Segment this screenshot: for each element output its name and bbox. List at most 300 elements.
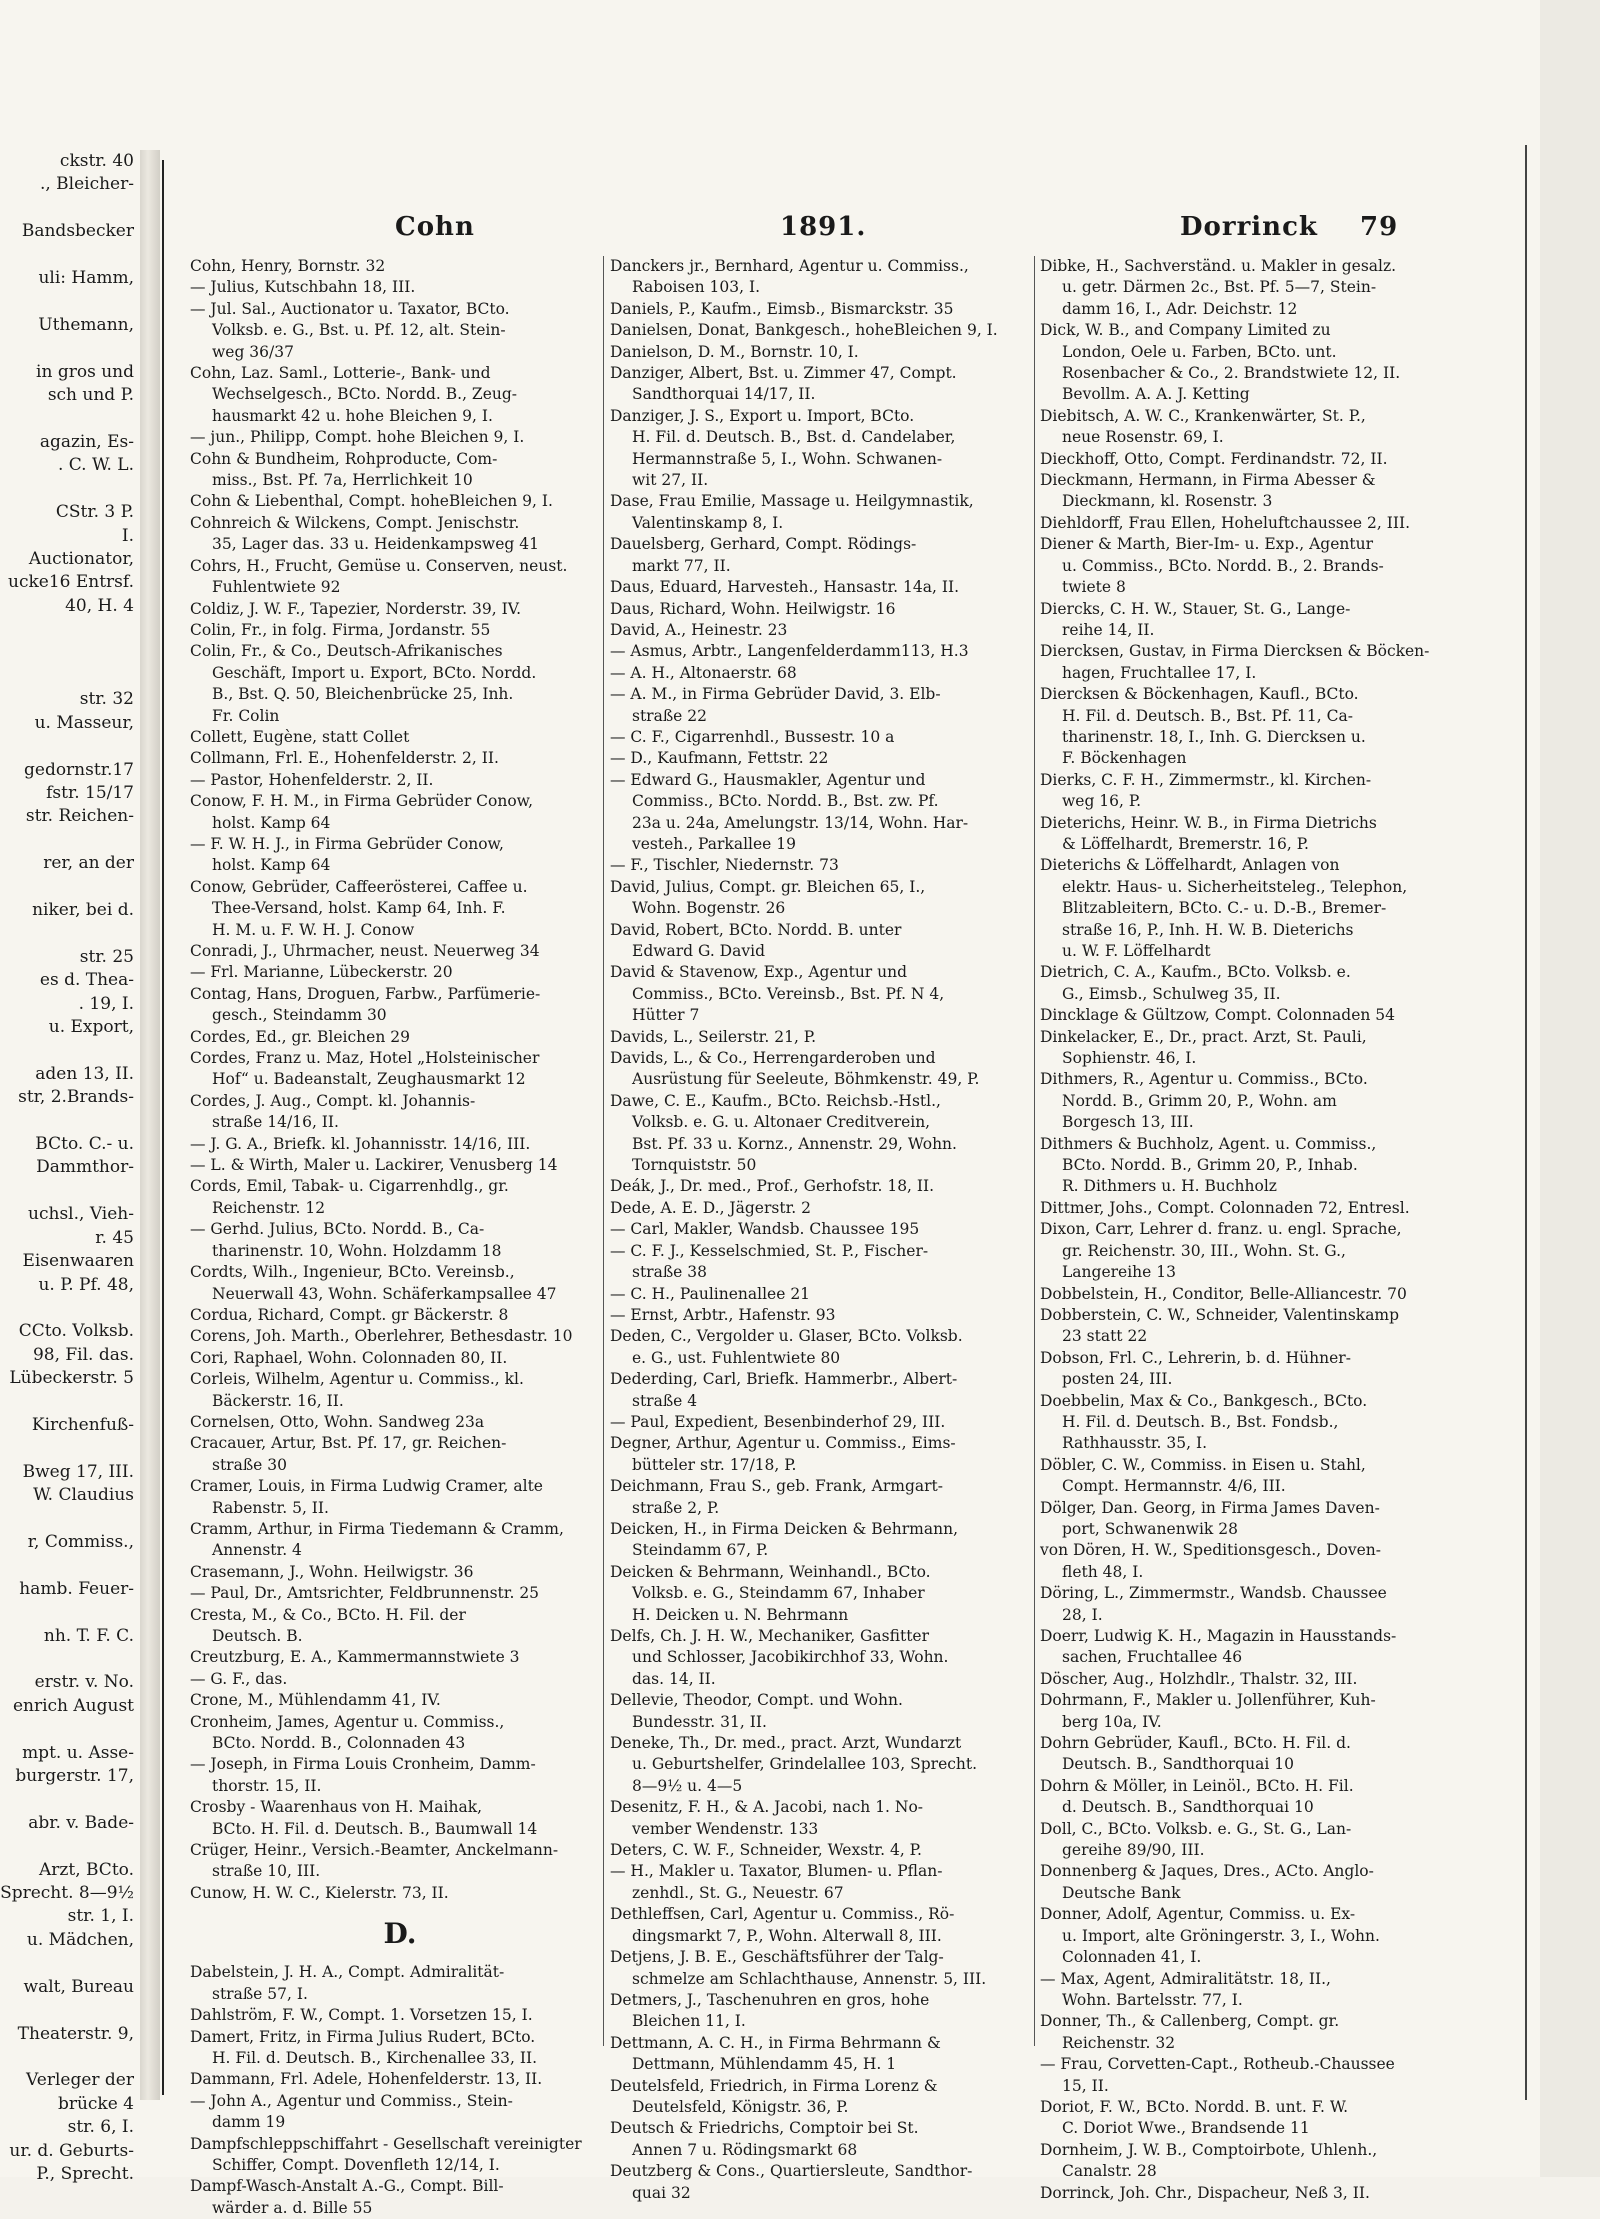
- fragment-line: ucke16 Entrsf.: [8, 572, 134, 593]
- fragment-line: [0, 478, 140, 501]
- entry-line: Dietrich, C. A., Kaufm., BCto. Volksb. e.: [1040, 963, 1351, 982]
- entry-continuation: H. Fil. d. Deutsch. B., Bst. Pf. 11, Ca-: [1062, 706, 1353, 725]
- entry-continuation: Annenstr. 4: [212, 1541, 302, 1560]
- entry-continuation: Dieckmann, kl. Rosenstr. 3: [1062, 492, 1273, 511]
- entry-line: — Max, Agent, Admiralitätstr. 18, II.,: [1040, 1969, 1331, 1988]
- entry-continuation: Compt. Hermannstr. 4/6, III.: [1062, 1477, 1286, 1496]
- fragment-line: [0, 665, 140, 688]
- entry-line: Dieterichs & Löffelhardt, Anlagen von: [1040, 856, 1340, 875]
- fragment-line: [0, 2046, 140, 2069]
- fragment-line: [0, 1718, 140, 1741]
- directory-entry: [1040, 1669, 1480, 1690]
- entry-line: Dieterichs, Heinr. W. B., in Firma Dietrichs: [1040, 813, 1377, 832]
- directory-entry: [190, 2176, 610, 2219]
- entry-line: — C. F. J., Kesselschmied, St. P., Fischer-: [610, 1241, 929, 1260]
- directory-entry: [190, 2069, 610, 2090]
- entry-line: Damert, Fritz, in Firma Julius Rudert, BCto.: [190, 2027, 536, 2046]
- entry-line: Doriot, F. W., BCto. Nordd. B. unt. F. W.: [1040, 2097, 1349, 2116]
- directory-entry: [610, 727, 1040, 748]
- directory-entry: [1040, 1690, 1480, 1733]
- entry-line: Diener & Marth, Bier-Im- u. Exp., Agentur: [1040, 535, 1374, 554]
- entry-line: Cohn & Liebenthal, Compt. hoheBleichen 9, I.: [190, 492, 553, 511]
- entry-line: Davids, L., Seilerstr. 21, P.: [610, 1027, 817, 1046]
- directory-entry: [190, 1348, 610, 1369]
- fragment-line: [0, 922, 140, 945]
- entry-continuation: port, Schwanenwik 28: [1062, 1519, 1238, 1538]
- directory-entry: [1040, 1005, 1480, 1026]
- directory-entry: [1040, 406, 1480, 449]
- directory-entry: [1040, 1305, 1480, 1348]
- entry-line: Detmers, J., Taschenuhren en gros, hohe: [610, 1990, 930, 2009]
- entry-line: — Joseph, in Firma Louis Cronheim, Damm-: [190, 1755, 536, 1774]
- directory-entry: [610, 1326, 1040, 1369]
- fragment-line: . C. W. L.: [57, 455, 134, 476]
- fragment-line: Bandsbecker: [21, 221, 134, 242]
- directory-entry: [610, 877, 1040, 920]
- entry-continuation: 15, II.: [1062, 2076, 1109, 2095]
- directory-entry: [610, 770, 1040, 856]
- directory-entry: [610, 320, 1040, 341]
- entry-line: — Gerhd. Julius, BCto. Nordd. B., Ca-: [190, 1220, 485, 1239]
- fragment-line: I.: [121, 525, 134, 546]
- directory-column-3: [1040, 256, 1480, 2202]
- entry-line: — Edward G., Hausmakler, Agentur und: [610, 770, 926, 789]
- directory-entry: [610, 962, 1040, 1026]
- fragment-line: in gros und: [36, 361, 134, 382]
- entry-line: — Paul, Expedient, Besenbinderhof 29, III.: [610, 1412, 946, 1431]
- entry-continuation: Commiss., BCto. Nordd. B., Bst. zw. Pf.: [632, 792, 939, 811]
- entry-line: Dahlström, F. W., Compt. 1. Vorsetzen 15, I.: [190, 2006, 533, 2025]
- directory-entry: [610, 299, 1040, 320]
- entry-continuation: F. Böckenhagen: [1062, 749, 1187, 768]
- entry-continuation: Schiffer, Compt. Dovenfleth 12/14, I.: [212, 2155, 500, 2174]
- entry-continuation: Canalstr. 28: [1062, 2162, 1157, 2181]
- directory-entry: [610, 1305, 1040, 1326]
- entry-line: David, Robert, BCto. Nordd. B. unter: [610, 920, 902, 939]
- entry-continuation: Hütter 7: [632, 1006, 700, 1025]
- directory-entry: [190, 1155, 610, 1176]
- entry-line: Daus, Eduard, Harvesteh., Hansastr. 14a, II.: [610, 578, 959, 597]
- entry-line: Crüger, Heinr., Versich.-Beamter, Anckelmann-: [190, 1841, 559, 1860]
- entry-continuation: Bleichen 11, I.: [632, 2012, 746, 2031]
- entry-continuation: hagen, Fruchtallee 17, I.: [1062, 663, 1257, 682]
- directory-column-2: [610, 256, 1040, 2202]
- entry-line: Cohn & Bundheim, Rohproducte, Com-: [190, 449, 498, 468]
- entry-line: — G. F., das.: [190, 1669, 288, 1688]
- entry-continuation: miss., Bst. Pf. 7a, Herrlichkeit 10: [212, 471, 473, 490]
- entry-line: — J. G. A., Briefk. kl. Johannisstr. 14/16, III.: [190, 1134, 531, 1153]
- entry-continuation: H. Fil. d. Deutsch. B., Bst. Fondsb.,: [1062, 1412, 1339, 1431]
- directory-entry: [610, 1241, 1040, 1284]
- entry-continuation: Wohn. Bogenstr. 26: [632, 899, 786, 918]
- entry-line: — Asmus, Arbtr., Langenfelderdamm113, H.3: [610, 642, 969, 661]
- directory-entry: [190, 599, 610, 620]
- fragment-line: ., Bleicher-: [39, 174, 134, 195]
- entry-line: Desenitz, F. H., & A. Jacobi, nach 1. No-: [610, 1798, 924, 1817]
- directory-entry: [610, 534, 1040, 577]
- entry-line: — Julius, Kutschbahn 18, III.: [190, 278, 416, 297]
- entry-line: Danckers jr., Bernhard, Agentur u. Commiss.,: [610, 257, 969, 275]
- directory-entry: [190, 770, 610, 791]
- fragment-line: gedornstr.17: [24, 759, 134, 780]
- directory-entry: [610, 1027, 1040, 1048]
- entry-continuation: hausmarkt 42 u. hohe Bleichen 9, I.: [212, 406, 493, 425]
- entry-line: Contag, Hans, Droguen, Farbw., Parfümerie-: [190, 984, 541, 1003]
- fragment-line: [0, 1039, 140, 1062]
- directory-entry: [190, 2005, 610, 2026]
- fragment-line: P., Sprecht.: [36, 2163, 134, 2184]
- entry-line: Corens, Joh. Marth., Oberlehrer, Bethesdastr. 10: [190, 1327, 573, 1346]
- fragment-line: r, Commiss.,: [27, 1531, 134, 1552]
- fragment-line: str. 6, I.: [67, 2117, 134, 2138]
- entry-continuation: 28, I.: [1062, 1605, 1103, 1624]
- entry-continuation: Deutsch. B., Sandthorquai 10: [1062, 1755, 1294, 1774]
- entry-continuation: holst. Kamp 64: [212, 856, 331, 875]
- entry-continuation: Blitzableitern, BCto. C.- u. D.-B., Bremer-: [1062, 899, 1387, 918]
- entry-line: Cunow, H. W. C., Kielerstr. 73, II.: [190, 1883, 449, 1902]
- directory-entry: [1040, 2183, 1480, 2204]
- entry-line: Dampf-Wasch-Anstalt A.-G., Compt. Bill-: [190, 2177, 504, 2196]
- directory-entry: [610, 684, 1040, 727]
- entry-line: Doebbelin, Max & Co., Bankgesch., BCto.: [1040, 1391, 1368, 1410]
- entry-continuation: wit 27, II.: [632, 471, 709, 490]
- directory-entry: [610, 2118, 1040, 2161]
- directory-entry: [610, 1433, 1040, 1476]
- directory-entry: [190, 513, 610, 556]
- directory-entry: [610, 2161, 1040, 2204]
- directory-entry: [190, 1519, 610, 1562]
- directory-entry: [190, 1326, 610, 1347]
- entry-line: Crone, M., Mühlendamm 41, IV.: [190, 1691, 441, 1710]
- entry-continuation: u. Import, alte Gröningerstr. 3, I., Wohn.: [1062, 1926, 1380, 1945]
- fragment-line: u. P. Pf. 48,: [38, 1274, 134, 1295]
- header-last-entry: Dorrinck: [1180, 212, 1318, 242]
- entry-line: Conradi, J., Uhrmacher, neust. Neuerweg 34: [190, 942, 540, 960]
- entry-line: Deicken & Behrmann, Weinhandl., BCto.: [610, 1562, 931, 1581]
- directory-entry: [1040, 1391, 1480, 1455]
- entry-continuation: vember Wendenstr. 133: [632, 1819, 819, 1838]
- entry-line: Deters, C. W. F., Schneider, Wexstr. 4, P.: [610, 1841, 922, 1860]
- entry-line: — Frau, Corvetten-Capt., Rotheub.-Chaussee: [1040, 2055, 1395, 2074]
- entry-line: Deutelsfeld, Friedrich, in Firma Lorenz &: [610, 2076, 938, 2095]
- entry-continuation: 23 statt 22: [1062, 1327, 1148, 1346]
- directory-entry: [190, 641, 610, 727]
- entry-line: Creutzburg, E. A., Kammermannstwiete 3: [190, 1648, 520, 1667]
- entry-continuation: 8—9½ u. 4—5: [632, 1776, 743, 1795]
- directory-entry: [190, 2091, 610, 2134]
- directory-entry: [610, 1947, 1040, 1990]
- entry-continuation: gr. Reichenstr. 30, III., Wohn. St. G.,: [1062, 1241, 1346, 1260]
- entry-line: David, A., Heinestr. 23: [610, 620, 788, 639]
- fragment-line: erstr. v. No.: [34, 1672, 134, 1693]
- entry-continuation: & Löffelhardt, Bremerstr. 16, P.: [1062, 834, 1309, 853]
- entry-continuation: straße 2, P.: [632, 1498, 720, 1517]
- entry-line: — F., Tischler, Niedernstr. 73: [610, 856, 839, 875]
- directory-entry: [190, 1962, 610, 2005]
- directory-entry: [190, 1583, 610, 1604]
- entry-continuation: neue Rosenstr. 69, I.: [1062, 428, 1224, 447]
- directory-entry: [190, 2027, 610, 2070]
- directory-entry: [190, 620, 610, 641]
- directory-entry: [610, 1284, 1040, 1305]
- entry-continuation: u. Geburtshelfer, Grindelallee 103, Sprecht.: [632, 1755, 978, 1774]
- entry-continuation: Dettmann, Mühlendamm 45, H. 1: [632, 2055, 897, 2074]
- fragment-line: uchsl., Vieh-: [28, 1204, 134, 1225]
- entry-continuation: Geschäft, Import u. Export, BCto. Nordd.: [212, 663, 537, 682]
- fragment-line: [0, 244, 140, 267]
- entry-continuation: BCto. H. Fil. d. Deutsch. B., Baumwall 14: [212, 1819, 538, 1838]
- entry-line: Dornheim, J. W. B., Comptoirbote, Uhlenh.,: [1040, 2140, 1378, 2159]
- entry-continuation: elektr. Haus- u. Sicherheitsteleg., Telephon,: [1062, 877, 1408, 896]
- entry-line: Diebitsch, A. W. C., Krankenwärter, St. P.,: [1040, 406, 1366, 425]
- fragment-line: [0, 197, 140, 220]
- directory-entry: [610, 363, 1040, 406]
- fragment-line: Kirchenfuß-: [31, 1414, 134, 1435]
- entry-continuation: straße 22: [632, 706, 708, 725]
- entry-continuation: H. Fil. d. Deutsch. B., Kirchenallee 33, II.: [212, 2048, 538, 2067]
- entry-continuation: Thee-Versand, holst. Kamp 64, Inh. F.: [212, 899, 506, 918]
- fragment-line: [0, 1508, 140, 1531]
- directory-entry: [190, 1219, 610, 1262]
- directory-entry: [190, 256, 610, 277]
- directory-entry: [1040, 1540, 1480, 1583]
- entry-line: Dohrn Gebrüder, Kaufl., BCto. H. Fil. d.: [1040, 1734, 1351, 1753]
- entry-line: Dase, Frau Emilie, Massage u. Heilgymnastik,: [610, 492, 974, 511]
- entry-line: Cordes, Franz u. Maz, Hotel „Holsteinischer: [190, 1049, 540, 1068]
- entry-continuation: fleth 48, I.: [1062, 1562, 1144, 1581]
- directory-entry: [1040, 1498, 1480, 1541]
- entry-line: Conow, Gebrüder, Caffeerösterei, Caffee u.: [190, 877, 528, 896]
- entry-continuation: Colonnaden 41, I.: [1062, 1948, 1202, 1967]
- fragment-line: str, 2.Brands-: [18, 1087, 134, 1108]
- entry-line: Dibke, H., Sachverständ. u. Makler in gesalz.: [1040, 257, 1397, 275]
- fragment-line: [0, 407, 140, 430]
- directory-entry: [1040, 2054, 1480, 2097]
- entry-continuation: Fr. Colin: [212, 706, 280, 725]
- fragment-line: sch und P.: [47, 385, 134, 406]
- fragment-line: [0, 1110, 140, 1133]
- entry-line: Dettmann, A. C. H., in Firma Behrmann &: [610, 2033, 941, 2052]
- entry-line: Danziger, Albert, Bst. u. Zimmer 47, Compt.: [610, 364, 957, 383]
- directory-entry: [610, 1198, 1040, 1219]
- directory-entry: [610, 1476, 1040, 1519]
- entry-continuation: und Schlosser, Jacobikirchhof 33, Wohn.: [632, 1648, 949, 1667]
- fragment-line: Lübeckerstr. 5: [9, 1368, 134, 1389]
- directory-entry: [610, 1626, 1040, 1690]
- entry-continuation: Deutelsfeld, Königstr. 36, P.: [632, 2097, 849, 2116]
- entry-continuation: straße 4: [632, 1391, 698, 1410]
- entry-line: Dölger, Dan. Georg, in Firma James Daven-: [1040, 1498, 1380, 1517]
- entry-line: — C. H., Paulinenallee 21: [610, 1284, 811, 1303]
- entry-line: Deutsch & Friedrichs, Comptoir bei St.: [610, 2119, 919, 2138]
- entry-line: Dobson, Frl. C., Lehrerin, b. d. Hühner-: [1040, 1348, 1351, 1367]
- fragment-line: [0, 1999, 140, 2022]
- entry-continuation: B., Bst. Q. 50, Bleichenbrücke 25, Inh.: [212, 685, 514, 704]
- directory-entry: [610, 1369, 1040, 1412]
- directory-entry: [610, 599, 1040, 620]
- directory-entry: [1040, 1861, 1480, 1904]
- entry-continuation: berg 10a, IV.: [1062, 1712, 1162, 1731]
- directory-entry: [190, 1433, 610, 1476]
- directory-entry: [190, 491, 610, 512]
- directory-entry: [610, 920, 1040, 963]
- directory-entry: [610, 620, 1040, 641]
- directory-entry: [190, 1690, 610, 1711]
- entry-continuation: Edward G. David: [632, 942, 765, 960]
- directory-entry: [190, 556, 610, 599]
- directory-entry: [190, 1797, 610, 1840]
- entry-continuation: Deutsch. B.: [212, 1627, 303, 1645]
- entry-line: — Pastor, Hohenfelderstr. 2, II.: [190, 770, 434, 789]
- entry-line: Deden, C., Vergolder u. Glaser, BCto. Volksb.: [610, 1327, 963, 1346]
- entry-continuation: das. 14, II.: [632, 1669, 716, 1688]
- directory-entry: [1040, 1733, 1480, 1776]
- entry-continuation: straße 30: [212, 1455, 288, 1474]
- entry-continuation: u. getr. Därmen 2c., Bst. Pf. 5—7, Stein-: [1062, 278, 1377, 297]
- entry-continuation: Commiss., BCto. Vereinsb., Bst. Pf. N 4,: [632, 984, 945, 1003]
- page-edge: [1540, 0, 1600, 2177]
- directory-entry: [190, 1647, 610, 1668]
- directory-entry: [1040, 2140, 1480, 2183]
- entry-line: Corleis, Wilhelm, Agentur u. Commiss., kl.: [190, 1370, 524, 1389]
- directory-entry: [1040, 320, 1480, 406]
- directory-entry: [190, 748, 610, 769]
- entry-line: Cohn, Laz. Saml., Lotterie-, Bank- und: [190, 364, 491, 383]
- directory-entry: [190, 1754, 610, 1797]
- entry-continuation: Fuhlentwiete 92: [212, 578, 341, 597]
- entry-line: Döbler, C. W., Commiss. in Eisen u. Stahl,: [1040, 1455, 1366, 1474]
- entry-continuation: Hof“ u. Badeanstalt, Zeughausmarkt 12: [212, 1070, 526, 1089]
- entry-line: Cresta, M., & Co., BCto. H. Fil. der: [190, 1605, 466, 1624]
- entry-continuation: twiete 8: [1062, 578, 1126, 597]
- entry-continuation: u. Commiss., BCto. Nordd. B., 2. Brands-: [1062, 556, 1384, 575]
- fragment-line: es d. Thea-: [39, 970, 134, 991]
- entry-line: — Ernst, Arbtr., Hafenstr. 93: [610, 1305, 836, 1324]
- fragment-line: u. Masseur,: [34, 712, 134, 733]
- entry-continuation: Reichenstr. 12: [212, 1198, 326, 1217]
- fragment-line: rer, an der: [43, 853, 134, 874]
- directory-entry: [190, 1712, 610, 1755]
- page-header: [190, 212, 1480, 252]
- directory-entry: [190, 791, 610, 834]
- entry-line: Cords, Emil, Tabak- u. Cigarrenhdlg., gr.: [190, 1177, 509, 1196]
- directory-entry: [610, 1562, 1040, 1626]
- entry-continuation: Annen 7 u. Rödingsmarkt 68: [632, 2140, 858, 2159]
- entry-line: Cronheim, James, Agentur u. Commiss.,: [190, 1712, 505, 1731]
- entry-continuation: Bst. Pf. 33 u. Kornz., Annenstr. 29, Wohn.: [632, 1134, 957, 1153]
- directory-entry: [1040, 684, 1480, 770]
- directory-entry: [190, 2134, 610, 2177]
- entry-continuation: holst. Kamp 64: [212, 813, 331, 832]
- fragment-line: burgerstr. 17,: [15, 1766, 134, 1787]
- entry-continuation: tharinenstr. 18, I., Inh. G. Diercksen u.: [1062, 727, 1366, 746]
- entry-line: Dobberstein, C. W., Schneider, Valentinskamp: [1040, 1305, 1400, 1324]
- directory-entry: [190, 941, 610, 962]
- fragment-line: u. Export,: [48, 1017, 134, 1038]
- entry-continuation: Langereihe 13: [1062, 1263, 1176, 1282]
- entry-line: Conow, F. H. M., in Firma Gebrüder Conow,: [190, 792, 534, 811]
- entry-line: Dauelsberg, Gerhard, Compt. Rödings-: [610, 535, 917, 554]
- directory-entry: [610, 491, 1040, 534]
- directory-entry: [610, 406, 1040, 492]
- directory-entry: [610, 1904, 1040, 1947]
- directory-entry: [190, 727, 610, 748]
- entry-line: Donnenberg & Jaques, Dres., ACto. Anglo-: [1040, 1862, 1374, 1881]
- entry-line: Dinkelacker, E., Dr., pract. Arzt, St. Pauli,: [1040, 1027, 1367, 1046]
- fragment-line: [0, 1437, 140, 1460]
- entry-line: Colin, Fr., in folg. Firma, Jordanstr. 55: [190, 620, 491, 639]
- entry-continuation: tharinenstr. 10, Wohn. Holzdamm 18: [212, 1241, 502, 1260]
- entry-line: Deák, J., Dr. med., Prof., Gerhofstr. 18, II.: [610, 1177, 935, 1196]
- entry-continuation: damm 19: [212, 2113, 286, 2132]
- entry-continuation: dingsmarkt 7, P., Wohn. Alterwall 8, III.: [632, 1926, 942, 1945]
- entry-continuation: bütteler str. 17/18, P.: [632, 1455, 797, 1474]
- fragment-line: 98, Fil. das.: [32, 1344, 134, 1365]
- directory-entry: [1040, 470, 1480, 513]
- directory-entry: [1040, 855, 1480, 962]
- fragment-line: ckstr. 40: [59, 151, 134, 171]
- entry-line: Deneke, Th., Dr. med., pract. Arzt, Wundarzt: [610, 1734, 962, 1753]
- entry-continuation: Rathhausstr. 35, I.: [1062, 1434, 1208, 1453]
- directory-entry: [1040, 2011, 1480, 2054]
- entry-line: — H., Makler u. Taxator, Blumen- u. Pflan-: [610, 1862, 943, 1881]
- entry-line: — A. M., in Firma Gebrüder David, 3. Elb-: [610, 685, 941, 704]
- fragment-line: [0, 1648, 140, 1671]
- directory-entry: [610, 1733, 1040, 1797]
- directory-entry: [190, 1027, 610, 1048]
- fragment-line: Arzt, BCto.: [39, 1859, 134, 1880]
- fragment-line: [0, 618, 140, 641]
- entry-line: Danielsen, Donat, Bankgesch., hoheBleichen 9, I.: [610, 321, 998, 340]
- fragment-line: enrich August: [12, 1695, 134, 1716]
- directory-entry: [610, 1861, 1040, 1904]
- entry-line: David, Julius, Compt. gr. Bleichen 65, I.,: [610, 877, 926, 896]
- page-number: 79: [1360, 212, 1399, 242]
- entry-line: Döring, L., Zimmermstr., Wandsb. Chaussee: [1040, 1584, 1387, 1603]
- entry-line: Cordes, Ed., gr. Bleichen 29: [190, 1027, 410, 1046]
- fragment-line: r. 45: [95, 1227, 134, 1248]
- fragment-line: str. 1, I.: [67, 1906, 134, 1927]
- entry-continuation: straße 10, III.: [212, 1862, 321, 1881]
- fragment-line: Sprecht. 8—9½: [0, 1883, 134, 1904]
- entry-line: Delfs, Ch. J. H. W., Mechaniker, Gasfitter: [610, 1627, 930, 1645]
- entry-line: — Paul, Dr., Amtsrichter, Feldbrunnenstr. 25: [190, 1584, 540, 1603]
- entry-line: Cordes, J. Aug., Compt. kl. Johannis-: [190, 1091, 476, 1110]
- fragment-line: u. Mädchen,: [26, 1929, 134, 1950]
- directory-entry: [190, 1883, 610, 1904]
- directory-entry: [1040, 770, 1480, 813]
- fragment-line: aden 13, II.: [35, 1063, 134, 1084]
- entry-line: Dabelstein, J. H. A., Compt. Admiralität-: [190, 1963, 505, 1982]
- directory-entry: [610, 1091, 1040, 1177]
- entry-line: Cordts, Wilh., Ingenieur, BCto. Vereinsb.,: [190, 1263, 515, 1282]
- directory-entry: [190, 1412, 610, 1433]
- entry-line: Daus, Richard, Wohn. Heilwigstr. 16: [610, 599, 896, 618]
- entry-continuation: Nordd. B., Grimm 20, P., Wohn. am: [1062, 1091, 1337, 1110]
- directory-entry: [610, 1412, 1040, 1433]
- fragment-line: [0, 290, 140, 313]
- entry-continuation: Reichenstr. 32: [1062, 2033, 1176, 2052]
- fragment-line: [0, 337, 140, 360]
- directory-entry: [610, 1219, 1040, 1240]
- entry-continuation: straße 14/16, II.: [212, 1113, 339, 1132]
- entry-line: — John A., Agentur und Commiss., Stein-: [190, 2091, 513, 2110]
- directory-entry: [1040, 1776, 1480, 1819]
- entry-line: Dobbelstein, H., Conditor, Belle-Alliancestr. 70: [1040, 1284, 1407, 1303]
- fragment-line: Bweg 17, III.: [22, 1461, 134, 1482]
- book-gutter: [140, 150, 160, 2100]
- directory-entry: [190, 1669, 610, 1690]
